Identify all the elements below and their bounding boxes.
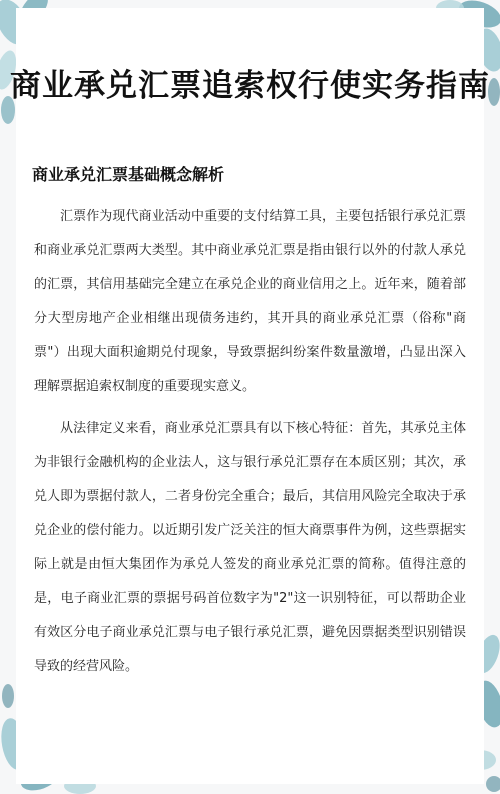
watercolor-leaf-icon [2, 684, 14, 708]
page-title: 商业承兑汇票追索权行使实务指南 [10, 67, 490, 104]
section-heading: 商业承兑汇票基础概念解析 [32, 165, 225, 184]
watercolor-leaf-icon [486, 776, 500, 792]
document-body [34, 200, 466, 692]
paragraph-2: 从法律定义来看，商业承兑汇票具有以下核心特征：首先，其承兑主体为非银行金融机构的企业法人，这与银行承兑汇票存在本质区别；其次，承兑人即为票据付款人，二者身份完全重合；最后，其信用风险完全取决于承兑企业的偿付能力。以近期引发广泛关注的恒大商票事件为例，这些票据实际上就是由恒大集团作为承兑人签发的商业承兑汇票的简称。值得注意的是，电子商业汇票的票据号码首位数字为"2"这一识别特征，可以帮助企业有效区分电子商业承兑汇票与电子银行承兑汇票，避免因票据类型识别错误导致的经营风险。 [34, 421, 466, 674]
paragraph-1: 汇票作为现代商业活动中重要的支付结算工具，主要包括银行承兑汇票和商业承兑汇票两大类型。其中商业承兑汇票是指由银行以外的付款人承兑的汇票，其信用基础完全建立在承兑企业的商业信用之上。近年来，随着部分大型房地产企业相继出现债务违约，其开具的商业承兑汇票（俗称"商票"）出现大面积逾期兑付现象，导致票据纠纷案件数量激增，凸显出深入理解票据追索权制度的重要现实意义。 [34, 209, 466, 394]
